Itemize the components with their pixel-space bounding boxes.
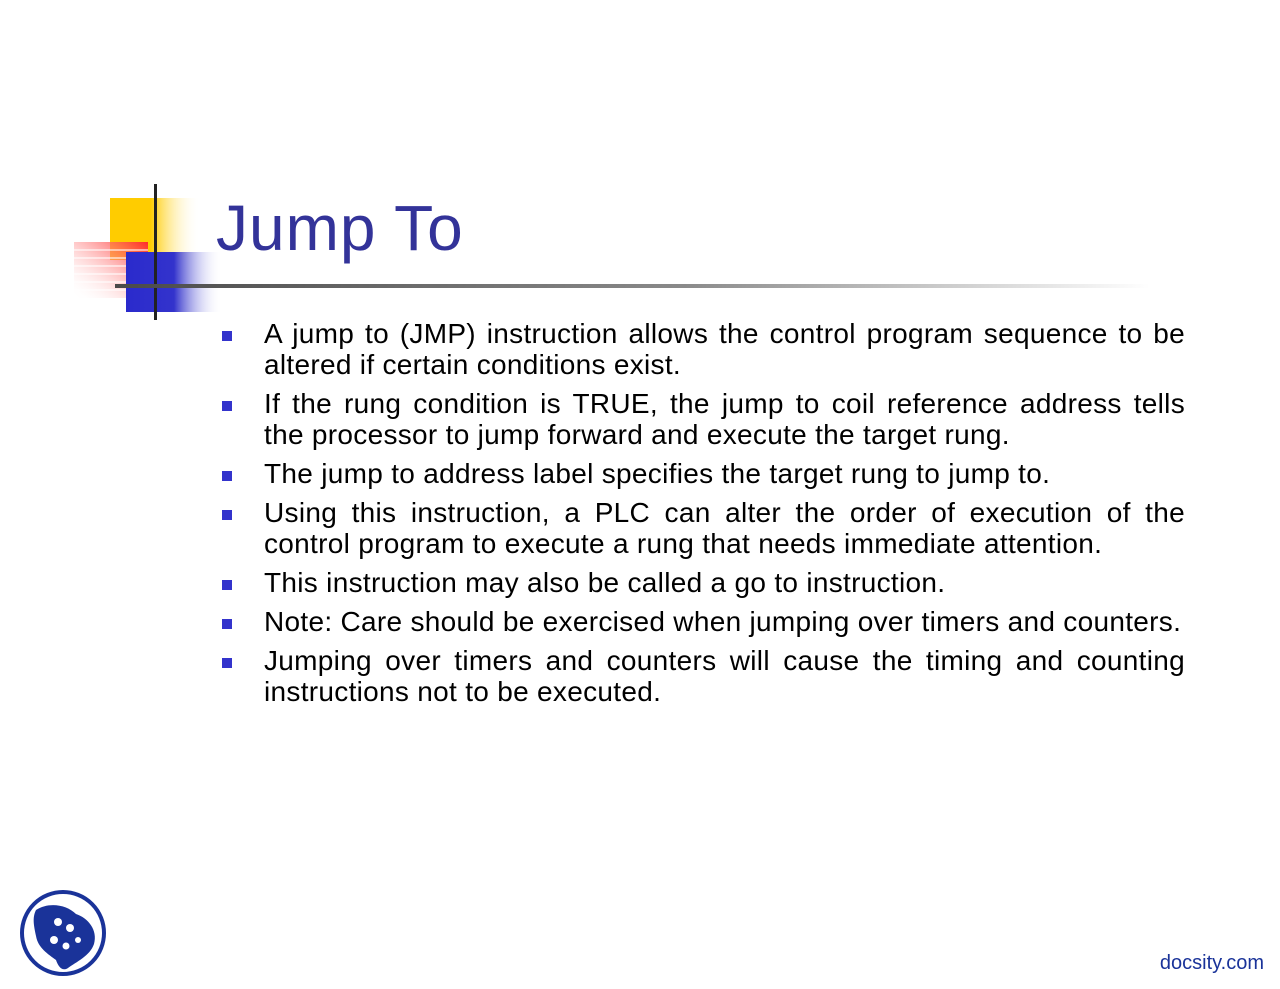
bullet-item [220, 388, 1185, 450]
bullet-text: Note: Care should be exercised when jumping over timers and counters. [264, 606, 1182, 637]
bullet-text: The jump to address label specifies the target rung to jump to. [264, 458, 1051, 489]
docsity-logo-icon [18, 888, 108, 978]
slide-title: Jump To [216, 192, 464, 264]
title-decoration-icon [70, 180, 230, 325]
title-underline [115, 284, 1150, 288]
square-bullet-icon [222, 658, 232, 668]
square-bullet-icon [222, 510, 232, 520]
bullet-text: This instruction may also be called a go to instruction. [264, 567, 946, 598]
bullet-item [220, 567, 1185, 598]
bullet-item [220, 458, 1185, 489]
square-bullet-icon [222, 471, 232, 481]
docsity-watermark-link[interactable]: docsity.com [1159, 952, 1264, 974]
bullet-item [220, 318, 1185, 380]
bullet-item [220, 645, 1185, 707]
bullet-text: If the rung condition is TRUE, the jump to coil reference address tells the processor to jump forward and execute the target rung. [264, 388, 1185, 450]
bullet-list [220, 318, 1185, 715]
bullet-item [220, 606, 1185, 637]
square-bullet-icon [222, 401, 232, 411]
square-bullet-icon [222, 619, 232, 629]
bullet-text: Jumping over timers and counters will cause the timing and counting instructions not to be executed. [264, 645, 1185, 707]
bullet-item [220, 497, 1185, 559]
bullet-text: A jump to (JMP) instruction allows the control program sequence to be altered if certain conditions exist. [264, 318, 1185, 380]
square-bullet-icon [222, 580, 232, 590]
bullet-text: Using this instruction, a PLC can alter the order of execution of the control program to execute a rung that needs immediate attention. [264, 497, 1185, 559]
square-bullet-icon [222, 331, 232, 341]
